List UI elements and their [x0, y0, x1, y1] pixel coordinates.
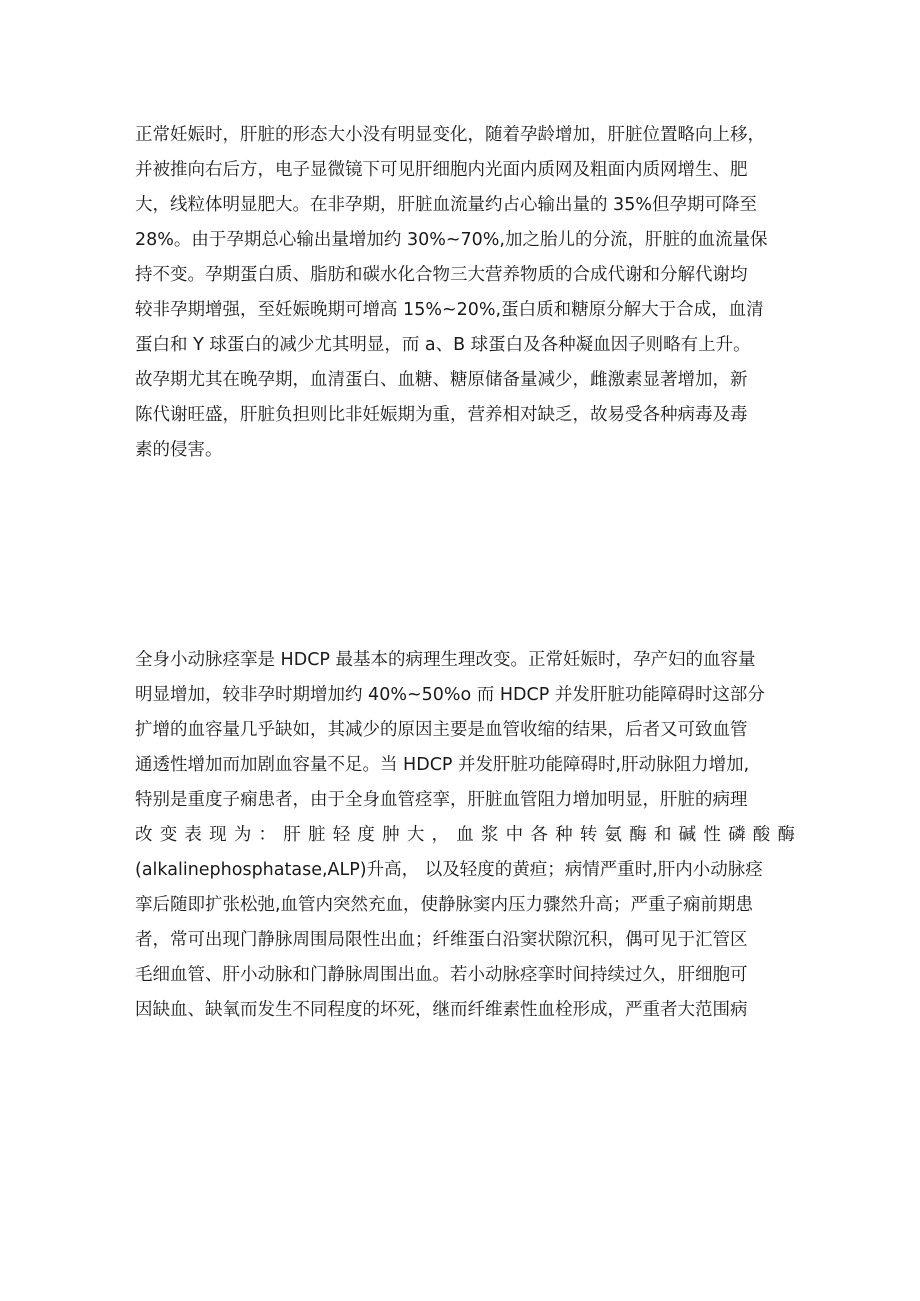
text-line: 蛋白和 Y 球蛋白的减少尤其明显，而 a、B 球蛋白及各种凝血因子则略有上升。 — [135, 335, 751, 355]
text-line: 大，线粒体明显肥大。在非孕期，肝脏血流量约占心输出量的 35%但孕期可降至 — [135, 195, 757, 215]
text-line: 扩增的血容量几乎缺如，其减少的原因主要是血管收缩的结果，后者又可致血管 — [135, 720, 748, 740]
text-line: 素的侵害。 — [135, 440, 223, 460]
text-line: 全身小动脉痉挛是 HDCP 最基本的病理生理改变。正常妊娠时，孕产妇的血容量 — [135, 650, 756, 670]
text-line: 较非孕期增强，至妊娠晚期可增高 15%~20%,蛋白质和糖原分解大于合成，血清 — [135, 300, 764, 320]
text-line: 并被推向右后方，电子显微镜下可见肝细胞内光面内质网及粗面内质网增生、肥 — [135, 160, 748, 180]
text-line: 毛细血管、肝小动脉和门静脉周围出血。若小动脉痉挛时间持续过久，肝细胞可 — [135, 965, 748, 985]
paragraph-liver-pregnancy — [135, 118, 795, 468]
text-line: (alkalinephosphatase,ALP)升高， 以及轻度的黄疸；病情严重时,肝内小动脉痉 — [135, 860, 763, 880]
text-line: 持不变。孕期蛋白质、脂肪和碳水化合物三大营养物质的合成代谢和分解代谢均 — [135, 265, 748, 285]
text-line: 28%。由于孕期总心输出量增加约 30%~70%,加之胎儿的分流，肝脏的血流量保 — [135, 230, 768, 250]
text-line: 陈代谢旺盛，肝脏负担则比非妊娠期为重，营养相对缺乏，故易受各种病毒及毒 — [135, 405, 748, 425]
text-line: 明显增加，较非孕时期增加约 40%~50%o 而 HDCP 并发肝脏功能障碍时这部分 — [135, 685, 765, 705]
text-line: 挛后随即扩张松弛,血管内突然充血，使静脉窦内压力骤然升高；严重子痫前期患 — [135, 895, 754, 915]
text-line: 因缺血、缺氧而发生不同程度的坏死，继而纤维素性血栓形成，严重者大范围病 — [135, 1000, 748, 1020]
text-line: 通透性增加而加剧血容量不足。当 HDCP 并发肝脏功能障碍时,肝动脉阻力增加, — [135, 755, 750, 775]
paragraph-hdcp-pathology — [135, 643, 795, 1028]
text-line: 改变表现为：肝脏轻度肿大，血浆中各种转氨酶和碱性磷酸酶 — [135, 825, 795, 845]
text-line: 特别是重度子痫患者，由于全身血管痉挛，肝脏血管阻力增加明显，肝脏的病理 — [135, 790, 748, 810]
text-line: 正常妊娠时，肝脏的形态大小没有明显变化，随着孕龄增加，肝脏位置略向上移， — [135, 125, 765, 145]
text-line: 者，常可出现门静脉周围局限性出血；纤维蛋白沿窦状隙沉积，偶可见于汇管区 — [135, 930, 748, 950]
text-line: 故孕期尤其在晚孕期，血清蛋白、血糖、糖原储备量减少，雌激素显著增加，新 — [135, 370, 748, 390]
